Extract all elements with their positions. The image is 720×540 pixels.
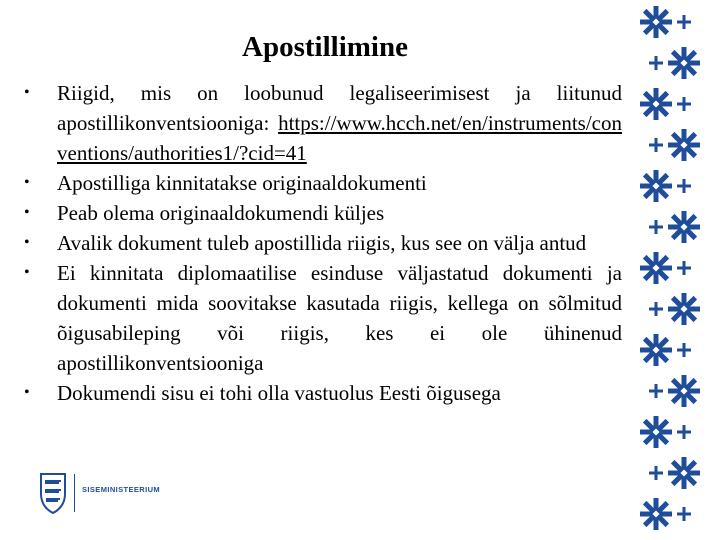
snowflake-ornament-icon [640,0,700,540]
ministry-logo [38,472,188,514]
ornament-flake [668,47,700,79]
ornament-flake [668,457,700,489]
ornament-flake [640,170,672,202]
ornament-flake [668,129,700,161]
ornament-cross [677,425,691,439]
bullet-glyph: • [24,84,30,101]
bullet-list [24,78,622,408]
ornament-flake [640,334,672,366]
ornament-cross [649,384,663,398]
ornament-flake [640,6,672,38]
ornament-cross [677,97,691,111]
ornament-cross [677,343,691,357]
ornament-cross [677,179,691,193]
ornament-flake [640,416,672,448]
ornament-flake [668,293,700,325]
bullet-text: Peab olema originaaldokumendi küljes [57,201,385,225]
list-item [24,78,622,168]
ornament-cross [677,15,691,29]
page-title: Apostillimine [242,31,408,63]
ornament-flake [640,88,672,120]
bullet-text: Dokumendi sisu ei tohi olla vastuolus Eesti õigusega [57,381,501,405]
list-item [24,378,622,408]
bullet-text: Avalik dokument tuleb apostillida riigis, kus see on välja antud [57,231,587,255]
list-item [24,168,622,198]
ornament-flake [640,498,672,530]
bullet-text: Ei kinnitata diplomaatilise esinduse väljastatud dokumenti ja dokumenti mida soovitakse kasutada riigis, kellega on sõlmitud õigusabileping või riigis, kes ei ole ühinenud apostillikonventsiooniga [57,261,622,375]
bullet-text: Riigid, mis on loobunud legaliseerimisest ja liitunud apostillikonventsiooniga: [57,81,622,135]
estonian-coat-of-arms-icon [38,472,68,514]
list-item [24,228,622,258]
ornament-cross [649,220,663,234]
ornament-cross [649,466,663,480]
ornament-cross [649,56,663,70]
ornament-flake [640,252,672,284]
ornament-flake [668,211,700,243]
bullet-glyph: • [24,264,30,281]
ornament-cross [677,507,691,521]
ministry-name: SISEMINISTEERIUM [82,485,161,494]
ornament-cross [649,302,663,316]
conventions-link[interactable]: https://www.hcch.net/en/instruments/conventions/authorities1/?cid=41 [57,111,622,165]
ornament-cross [677,261,691,275]
bullet-glyph: • [24,174,30,191]
ornament-flake [668,375,700,407]
bullet-glyph: • [24,204,30,221]
list-item [24,258,622,378]
bullet-text: Apostilliga kinnitatakse originaaldokumenti [57,171,427,195]
list-item [24,198,622,228]
bullet-glyph: • [24,234,30,251]
ornament-cross [649,138,663,152]
bullet-glyph: • [24,384,30,401]
logo-separator [74,474,75,512]
